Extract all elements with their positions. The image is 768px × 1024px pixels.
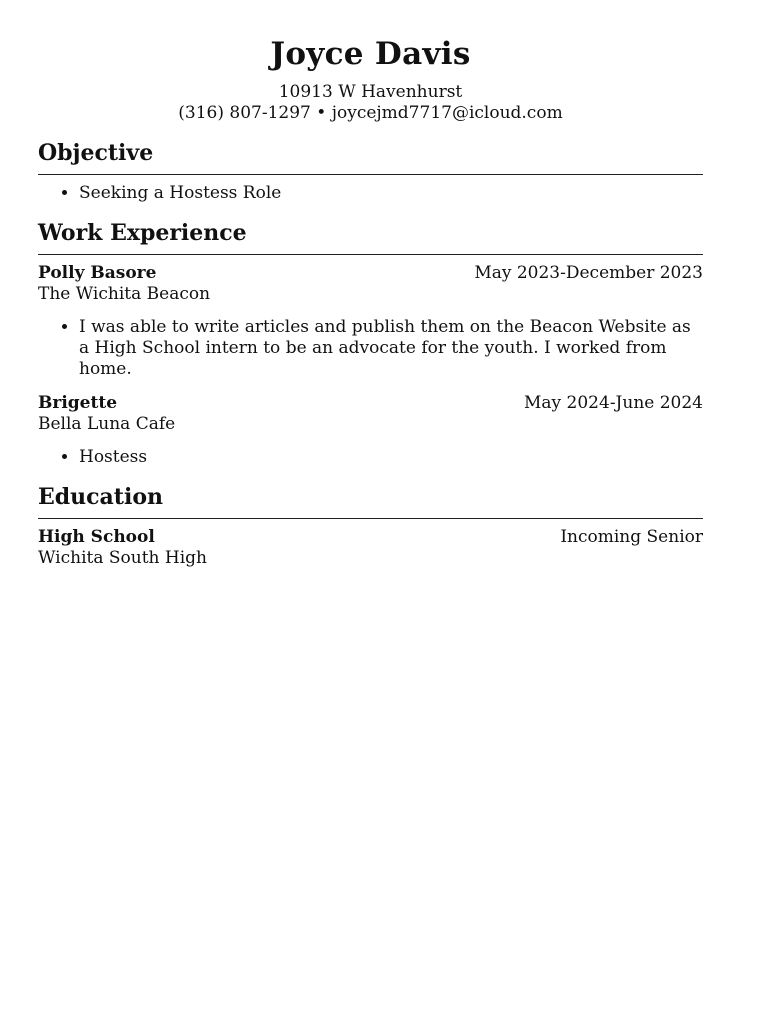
address-line: 10913 W Havenhurst (278, 82, 463, 102)
education-degree: High School (38, 527, 155, 547)
objective-title: Objective (38, 138, 703, 175)
candidate-name: Joyce Davis (270, 36, 471, 72)
work-bullet: • Hostess (79, 447, 703, 468)
resume-header (38, 34, 703, 124)
work-entry-header (38, 393, 703, 414)
work-bullets (38, 317, 703, 380)
education-school: Wichita South High (38, 548, 207, 568)
work-experience-section (38, 218, 703, 468)
education-section (38, 482, 703, 569)
objective-list (38, 183, 703, 204)
work-role: Polly Basore (38, 263, 157, 283)
work-role: Brigette (38, 393, 118, 413)
objective-section (38, 138, 703, 204)
email-address: joycejmd7717@icloud.com (331, 103, 563, 123)
contact-line (38, 103, 703, 124)
education-entry-header (38, 527, 703, 548)
work-organization: The Wichita Beacon (38, 284, 211, 304)
work-organization: Bella Luna Cafe (38, 414, 176, 434)
work-entry (38, 393, 703, 468)
education-entry (38, 527, 703, 569)
work-bullet: • I was able to write articles and publish them on the Beacon Website as a High School intern to be an advocate for the youth. I worked from home. (79, 317, 703, 380)
work-experience-title: Work Experience (38, 218, 703, 255)
work-bullets (38, 447, 703, 468)
work-dates: May 2024-June 2024 (524, 393, 703, 413)
education-status: Incoming Senior (560, 527, 703, 547)
contact-separator: • (316, 103, 327, 123)
objective-item: • Seeking a Hostess Role (79, 183, 703, 204)
education-title: Education (38, 482, 703, 519)
work-entry (38, 263, 703, 380)
work-entry-header (38, 263, 703, 284)
phone-number: (316) 807-1297 (178, 103, 311, 123)
work-dates: May 2023-December 2023 (474, 263, 703, 283)
